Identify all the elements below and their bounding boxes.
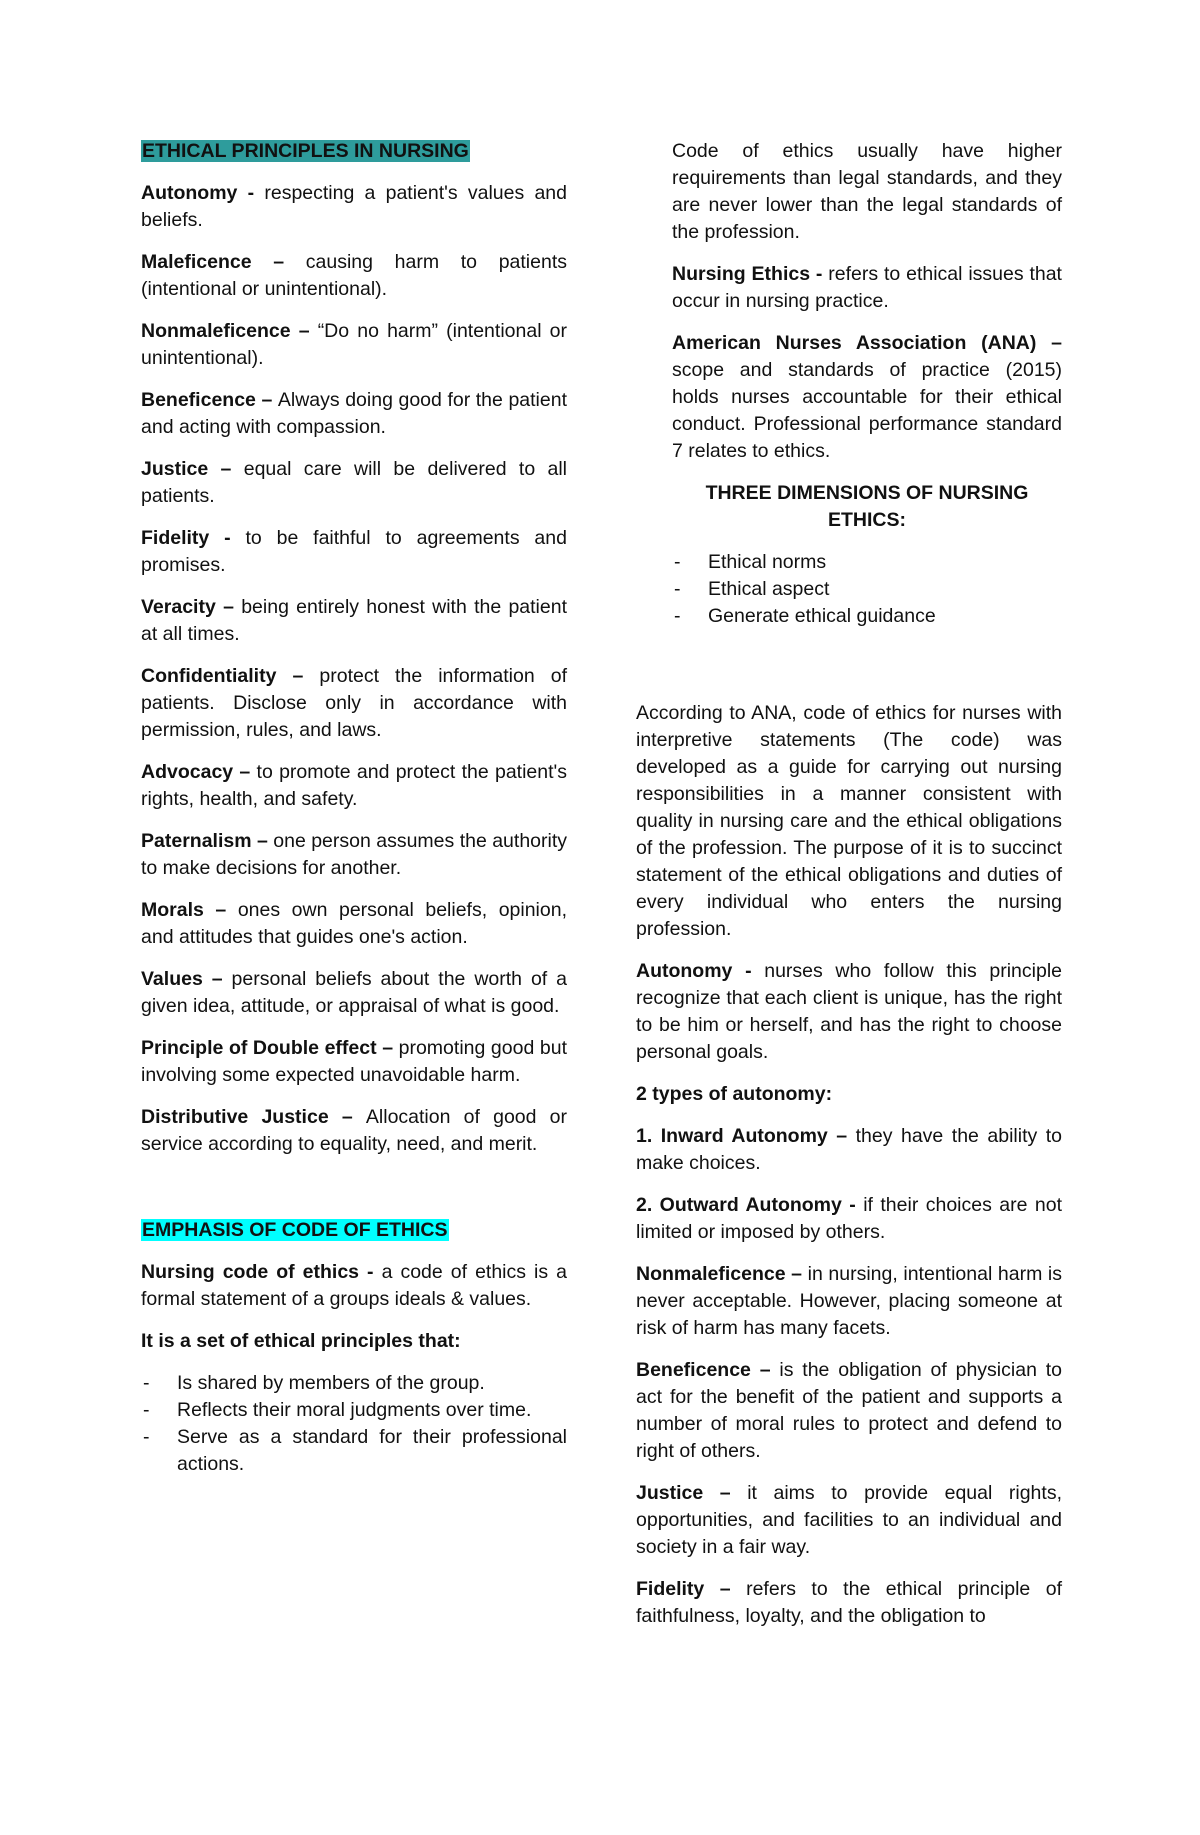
principle-definition: Autonomy - respecting a patient's values and beliefs. <box>141 182 567 231</box>
heading-ethical-principles: ETHICAL PRINCIPLES IN NURSING <box>142 140 469 162</box>
principle-definition: Confidentiality – protect the information of patients. Disclose only in accordance with permission, rules, and laws. <box>141 665 568 741</box>
principle-definition: Nonmaleficence – “Do no harm” (intentional or unintentional). <box>141 320 567 369</box>
principle-definition: Morals – ones own personal beliefs, opinion, and attitudes that guides one's action. <box>141 899 568 948</box>
principle-definition: Values – personal beliefs about the worth of a given idea, attitude, or appraisal of what is good. <box>141 968 567 1017</box>
definition-fidelity: Fidelity – refers to the ethical principle of faithfulness, loyalty, and the obligation to <box>636 1578 1062 1627</box>
definition-beneficence: Beneficence – is the obligation of physician to act for the benefit of the patient and supports a number of moral rules to protect and defend to right of others. <box>636 1359 1062 1462</box>
principle-definition: Justice – equal care will be delivered to all patients. <box>141 458 568 507</box>
definition-outward-autonomy: 2. Outward Autonomy - if their choices are not limited or imposed by others. <box>636 1194 1062 1243</box>
dimensions-heading: THREE DIMENSIONS OF NURSING ETHICS: <box>705 482 1029 531</box>
set-list <box>141 1370 567 1478</box>
left-column <box>141 138 567 1493</box>
principle-definition: Maleficence – causing harm to patients (intentional or unintentional). <box>141 251 567 300</box>
principle-definition: Veracity – being entirely honest with the patient at all times. <box>141 596 567 645</box>
right-column <box>636 138 1062 1645</box>
definition-autonomy: Autonomy - nurses who follow this principle recognize that each client is unique, has the right to be him or herself, and has the right to choose personal goals. <box>636 960 1062 1063</box>
principle-definition: Distributive Justice – Allocation of good or service according to equality, need, and merit. <box>141 1106 568 1155</box>
set-heading: It is a set of ethical principles that: <box>141 1330 461 1352</box>
code-requirements-paragraph: Code of ethics usually have higher requirements than legal standards, and they are never lower than the legal standards of the profession. <box>672 140 1062 243</box>
principle-definition: Beneficence – Always doing good for the patient and acting with compassion. <box>141 389 567 438</box>
principle-definition: Advocacy – to promote and protect the patient's rights, health, and safety. <box>141 761 567 810</box>
definition-justice: Justice – it aims to provide equal rights, opportunities, and facilities to an individual and society in a fair way. <box>636 1482 1062 1558</box>
principle-definition: Fidelity - to be faithful to agreements and promises. <box>141 527 567 576</box>
list-item: - Ethical norms <box>672 549 1062 576</box>
list-item: - Generate ethical guidance <box>672 603 1062 630</box>
definition-nonmaleficence: Nonmaleficence – in nursing, intentional harm is never acceptable. However, placing someone at risk of harm has many facets. <box>636 1263 1062 1339</box>
list-item: - Is shared by members of the group. <box>141 1370 567 1397</box>
dimensions-list <box>672 549 1062 630</box>
list-item: - Ethical aspect <box>672 576 1062 603</box>
types-heading: 2 types of autonomy: <box>636 1083 833 1105</box>
according-ana-paragraph: According to ANA, code of ethics for nurses with interpretive statements (The code) was developed as a guide for carrying out nursing responsibilities in a manner consistent with quality in nursing care and the ethical obligations of the profession. The purpose of it is to succinct statement of the ethical obligations and duties of every individual who enters the nursing profession. <box>636 702 1062 940</box>
definition-ana: American Nurses Association (ANA) – scope and standards of practice (2015) holds nurses accountable for their ethical conduct. Professional performance standard 7 relates to ethics. <box>672 332 1063 462</box>
list-item: - Serve as a standard for their professional actions. <box>141 1424 567 1478</box>
heading-emphasis-code: EMPHASIS OF CODE OF ETHICS <box>142 1219 448 1241</box>
principle-definition: Principle of Double effect – promoting good but involving some expected unavoidable harm. <box>141 1037 567 1086</box>
principle-definition: Paternalism – one person assumes the authority to make decisions for another. <box>141 830 568 879</box>
list-item: - Reflects their moral judgments over time. <box>141 1397 567 1424</box>
principles-list <box>141 180 567 1158</box>
definition-nursing-code: Nursing code of ethics - a code of ethics is a formal statement of a groups ideals & values. <box>141 1261 567 1310</box>
definition-nursing-ethics: Nursing Ethics - refers to ethical issues that occur in nursing practice. <box>672 263 1062 312</box>
definition-inward-autonomy: 1. Inward Autonomy – they have the ability to make choices. <box>636 1125 1062 1174</box>
